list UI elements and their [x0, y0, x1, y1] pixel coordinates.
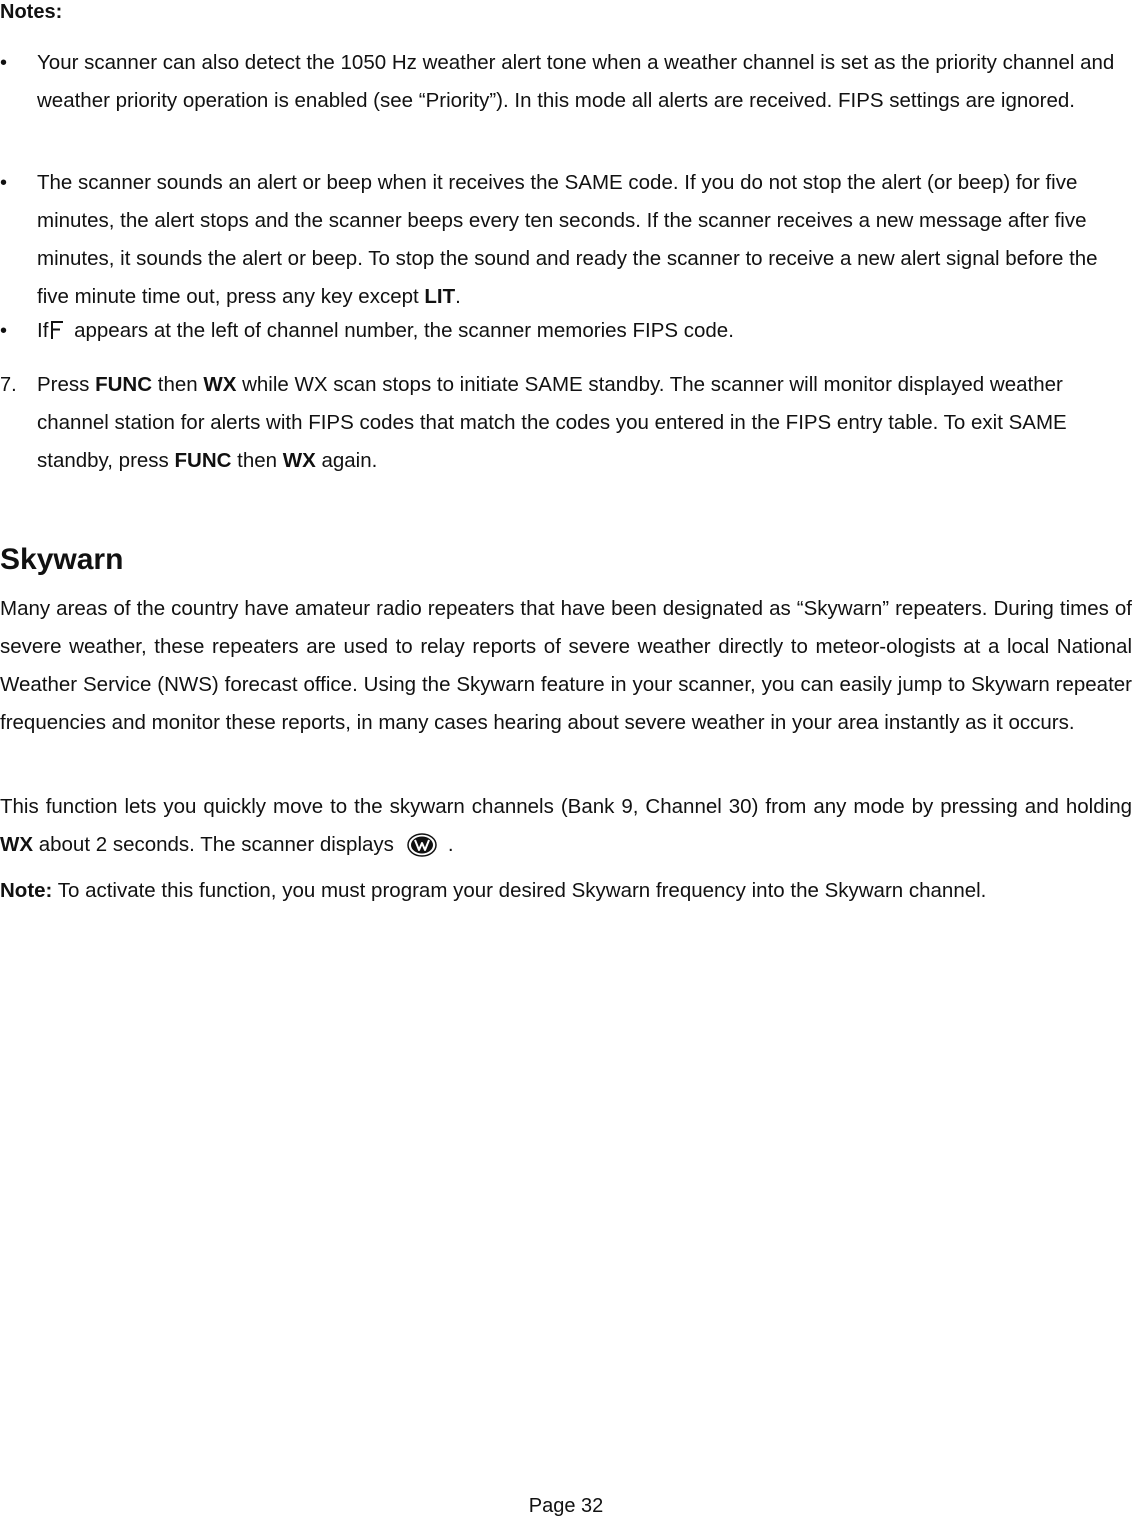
note-bullet-1-text: Your scanner can also detect the 1050 Hz weather alert tone when a weather channel is set as the priority channel and weather priority operation is enabled (see “Priority”). In this mode all alerts are received. FIPS settings are ignored. [37, 51, 1115, 112]
note-bullet-3-text-start: If [37, 319, 49, 342]
step-7-text-part: then [231, 449, 283, 472]
skywarn-function-text: about 2 seconds. The scanner displays [33, 833, 394, 856]
wx-key-label: WX [0, 833, 34, 856]
skywarn-display-icon [404, 832, 440, 856]
func-key-label: FUNC [95, 373, 153, 396]
wx-key-label: WX [282, 449, 316, 472]
step-7-text-part: Press [37, 373, 96, 396]
step-7-text-part: again. [315, 449, 378, 472]
notes-heading: Notes: [0, 1, 63, 23]
skywarn-function-paragraph [0, 788, 1132, 864]
skywarn-note-paragraph [0, 872, 1132, 910]
bullet-mark: • [0, 172, 8, 194]
lit-key-label: LIT [424, 285, 456, 308]
section-title-skywarn: Skywarn [0, 543, 124, 576]
step-number: 7. [0, 374, 17, 396]
skywarn-function-text: . [447, 833, 454, 856]
skywarn-intro-paragraph: Many areas of the country have amateur radio repeaters that have been designated as “Skywarn” repeaters. During times of severe weather, these repeaters are used to relay reports of severe weather directly to meteor-ologists at a local National Weather Service (NWS) forecast office. Using the Skywarn feature in your scanner, you can easily jump to Skywarn repeater frequencies and monitor these reports, in many cases hearing about severe weather in your area instantly as it occurs. [0, 597, 1132, 734]
bullet-mark: • [0, 52, 8, 74]
step-7-text [37, 366, 1132, 480]
note-bullet-2-text-main: The scanner sounds an alert or beep when it receives the SAME code. If you do not stop the alert (or beep) for five minutes, the alert stops and the scanner beeps every ten seconds. If the scanner receives a new message after five minutes, it sounds the alert or beep. To stop the sound and ready the scanner to receive a new alert signal before the five minute time out, press any key except [37, 171, 1098, 308]
fips-f-icon [50, 315, 64, 335]
page-number: Page 32 [528, 1495, 604, 1517]
note-label: Note: [0, 879, 53, 902]
note-bullet-2-text [37, 164, 1132, 316]
note-bullet-2-text-end: . [455, 285, 461, 308]
note-bullet-3-text [37, 312, 1132, 350]
step-7-text-part: then [152, 373, 204, 396]
skywarn-function-text: This function lets you quickly move to the skywarn channels (Bank 9, Channel 30) from any mode by pressing and holding [0, 795, 1132, 818]
note-text: To activate this function, you must program your desired Skywarn frequency into the Skywarn channel. [52, 879, 987, 902]
note-bullet-3-text-end: appears at the left of channel number, the scanner memories FIPS code. [68, 319, 734, 342]
bullet-mark: • [0, 320, 8, 342]
wx-key-label: WX [203, 373, 237, 396]
step-7-text-part: while WX scan stops to initiate SAME standby. The scanner will monitor displayed weather channel station for alerts with FIPS codes that match the codes you entered in the FIPS entry table. To exit SAME standby, press [37, 373, 1067, 472]
func-key-label: FUNC [174, 449, 232, 472]
